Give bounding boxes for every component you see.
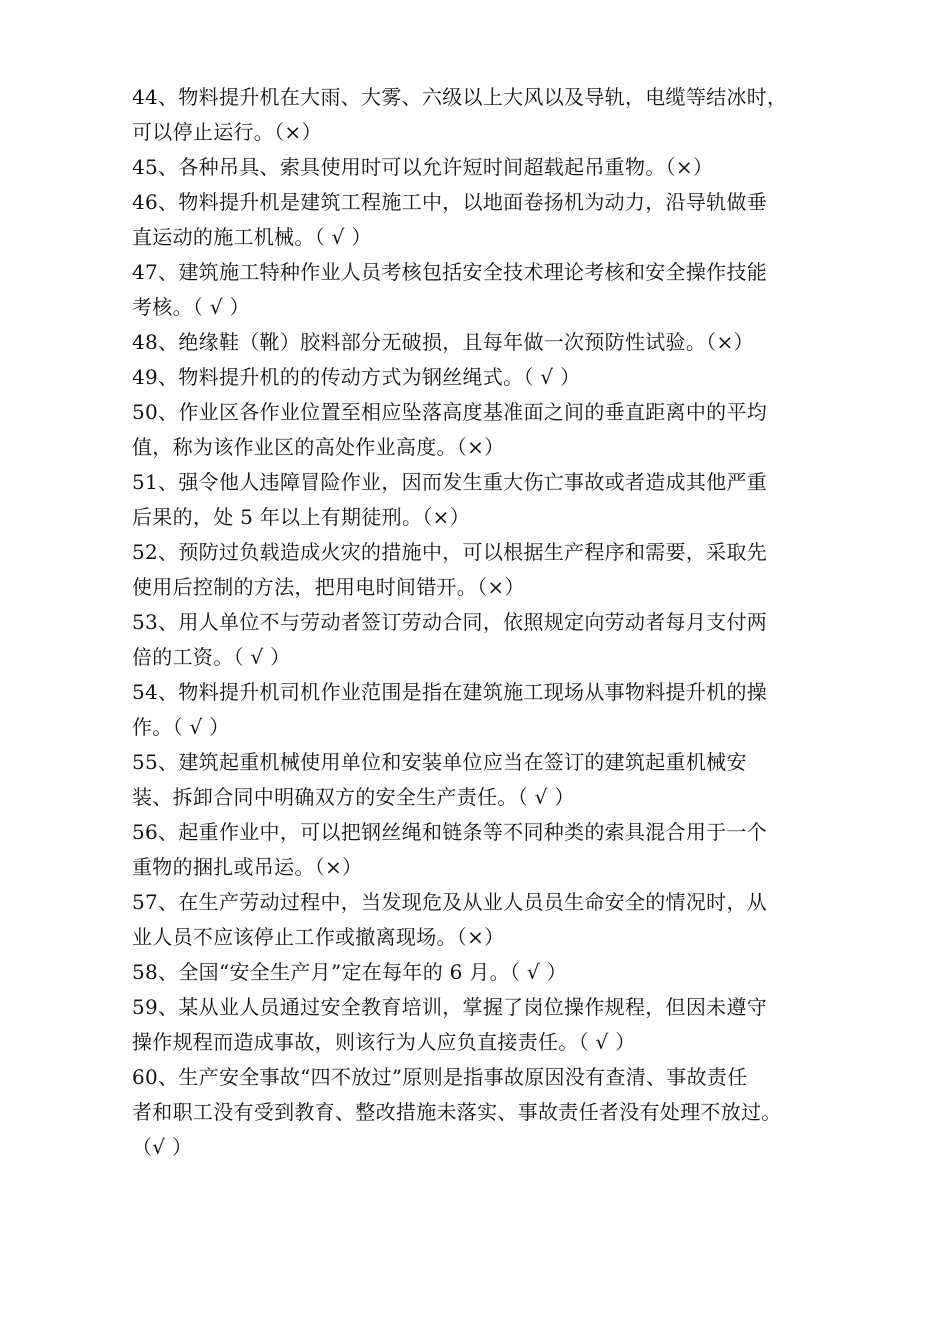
text-line: 倍的工资。（ √ ） [132,645,291,669]
text-line: 47、建筑施工特种作业人员考核包括安全技术理论考核和安全操作技能 [132,260,768,284]
text-line: 操作规程而造成事故，则该行为人应负直接责任。（ √ ） [132,1030,636,1054]
text-line: 考核。（ √ ） [132,295,250,319]
text-line: 46、物料提升机是建筑工程施工中，以地面卷扬机为动力，沿导轨做垂 [132,190,768,214]
text-line: 45、各种吊具、索具使用时可以允许短时间超载起吊重物。（×） [132,155,714,179]
text-line: 57、在生产劳动过程中，当发现危及从业人员员生命安全的情况时，从 [132,890,768,914]
text-line: 业人员不应该停止工作或撤离现场。（×） [132,925,505,949]
text-line: 54、物料提升机司机作业范围是指在建筑施工现场从事物料提升机的操 [132,680,768,704]
text-line: 者和职工没有受到教育、整改措施未落实、事故责任者没有处理不放过。 [132,1100,782,1124]
text-line: 55、建筑起重机械使用单位和安装单位应当在签订的建筑起重机械安 [132,750,747,774]
text-line: 49、物料提升机的的传动方式为钢丝绳式。（ √ ） [132,365,581,389]
text-line: 51、强令他人违障冒险作业，因而发生重大伤亡事故或者造成其他严重 [132,470,768,494]
text-line: 60、生产安全事故“四不放过”原则是指事故原因没有查清、事故责任 [132,1065,748,1089]
text-line: 44、物料提升机在大雨、大雾、六级以上大风以及导轨，电缆等结冰时， [132,85,788,109]
text-line: 值，称为该作业区的高处作业高度。（×） [132,435,505,459]
text-line: 装、拆卸合同中明确双方的安全生产责任。（ √ ） [132,785,575,809]
text-line: 后果的，处 5 年以上有期徒刑。（×） [132,505,470,529]
text-line: 56、起重作业中，可以把钢丝绳和链条等不同种类的索具混合用于一个 [132,820,768,844]
text-line: （√ ） [132,1135,193,1159]
text-line: 52、预防过负载造成火灾的措施中，可以根据生产程序和需要，采取先 [132,540,768,564]
text-line: 直运动的施工机械。（ √ ） [132,225,372,249]
text-line: 48、绝缘鞋（靴）胶料部分无破损，且每年做一次预防性试验。（×） [132,330,754,354]
question-list [132,80,832,1165]
text-line: 可以停止运行。（×） [132,120,322,144]
text-line: 作。（ √ ） [132,715,230,739]
text-line: 50、作业区各作业位置至相应坠落高度基准面之间的垂直距离中的平均 [132,400,768,424]
text-line: 53、用人单位不与劳动者签订劳动合同，依照规定向劳动者每月支付两 [132,610,768,634]
text-line: 重物的捆扎或吊运。（×） [132,855,363,879]
text-line: 使用后控制的方法，把用电时间错开。（×） [132,575,525,599]
text-line: 59、某从业人员通过安全教育培训，掌握了岗位操作规程，但因未遵守 [132,995,768,1019]
text-line: 58、全国“安全生产月”定在每年的 6 月。（ √ ） [132,960,567,984]
